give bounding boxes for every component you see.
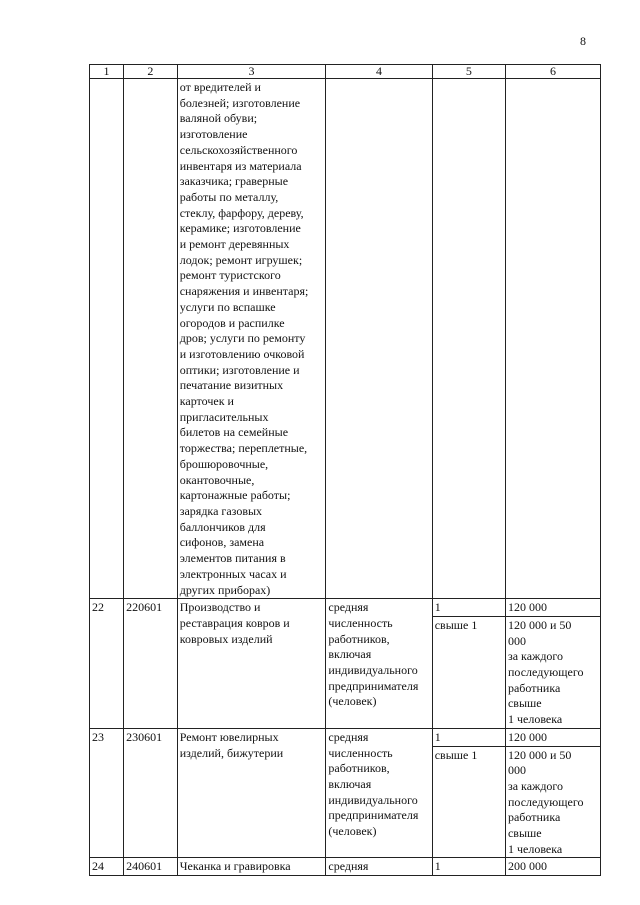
tariff-table <box>89 64 601 876</box>
activity-line: керамике; изготовление <box>179 221 301 236</box>
activity-line: сельскохозяйственного <box>179 142 298 157</box>
column-header: 2 <box>124 65 178 79</box>
column-header: 6 <box>505 65 600 79</box>
activity-line: инвентаря из материала <box>179 158 302 173</box>
activity-line: зарядка газовых <box>179 503 263 518</box>
value-line: 000 <box>507 633 526 648</box>
column-header: 3 <box>177 65 326 79</box>
activity-line: карточек и <box>179 394 234 409</box>
activity-cell <box>177 728 326 858</box>
activity-cell <box>177 599 326 729</box>
activity-line: стеклу, фарфору, дереву, <box>179 205 304 220</box>
activity-line: окантовочные, <box>179 472 255 487</box>
continuation-row <box>90 79 601 599</box>
indicator-line: предпринимателя <box>328 808 419 823</box>
indicator-line: включая <box>328 776 372 791</box>
table-row <box>90 858 601 876</box>
activity-line: других приборах) <box>179 582 271 597</box>
activity-cell <box>177 79 326 599</box>
value-line: 120 000 и 50 <box>507 747 572 762</box>
column-header: 4 <box>326 65 432 79</box>
column-number-row <box>90 65 601 79</box>
value-line: за каждого <box>507 649 564 664</box>
column-header: 5 <box>432 65 505 79</box>
value-line: последующего <box>507 794 584 809</box>
row-code: 240601 <box>124 858 178 876</box>
indicator-line: средняя <box>328 729 369 744</box>
row-number: 22 <box>90 599 124 729</box>
value-cell: 120 000 <box>505 728 600 746</box>
activity-line: огородов и распилке <box>179 315 285 330</box>
activity-line: валяной обуви; <box>179 111 258 126</box>
table-row <box>90 599 601 617</box>
value-line: работника <box>507 680 561 695</box>
row-code: 220601 <box>124 599 178 729</box>
activity-line: изготовление <box>179 127 248 142</box>
activity-line: билетов на семейные <box>179 425 289 440</box>
value-cell: 200 000 <box>505 858 600 876</box>
value-line: работника <box>507 810 561 825</box>
activity-line: печатание визитных <box>179 378 284 393</box>
indicator-line: работников, <box>328 761 390 776</box>
activity-line: торжества; переплетные, <box>179 441 308 456</box>
value-line: за каждого <box>507 778 564 793</box>
indicator-cell <box>326 599 432 729</box>
quantity-cell: свыше 1 <box>432 746 505 858</box>
value-line: 1 человека <box>507 841 563 856</box>
quantity-cell: 1 <box>432 728 505 746</box>
empty-cell <box>505 79 600 599</box>
indicator-line: (человек) <box>328 824 377 839</box>
indicator-line: индивидуального <box>328 792 418 807</box>
value-line: 1 человека <box>507 712 563 727</box>
page-number: 8 <box>580 34 586 48</box>
value-cell <box>505 746 600 858</box>
activity-line: дров; услуги по ремонту <box>179 331 306 346</box>
indicator-cell: средняя <box>326 858 432 876</box>
indicator-cell <box>326 728 432 858</box>
indicator-line: предпринимателя <box>328 678 419 693</box>
empty-cell <box>432 79 505 599</box>
activity-line: от вредителей и <box>179 80 261 94</box>
value-line: свыше <box>507 696 542 711</box>
activity-line: ковровых изделий <box>179 631 273 646</box>
value-line: 000 <box>507 763 526 778</box>
activity-line: Производство и <box>179 600 261 615</box>
activity-cell: Чеканка и гравировка <box>177 858 326 876</box>
activity-line: снаряжения и инвентаря; <box>179 284 309 299</box>
value-line: последующего <box>507 665 584 680</box>
activity-line: ремонт туристского <box>179 268 281 283</box>
activity-line: оптики; изготовление и <box>179 362 300 377</box>
empty-cell <box>124 79 178 599</box>
empty-cell <box>326 79 432 599</box>
row-number: 24 <box>90 858 124 876</box>
value-line: свыше <box>507 826 542 841</box>
activity-line: пригласительных <box>179 409 269 424</box>
activity-line: электронных часах и <box>179 566 287 581</box>
row-number: 23 <box>90 728 124 858</box>
row-code: 230601 <box>124 728 178 858</box>
column-header: 1 <box>90 65 124 79</box>
activity-line: картонажные работы; <box>179 488 291 503</box>
activity-line: изделий, бижутерии <box>179 745 284 760</box>
activity-line: и изготовлению очковой <box>179 346 305 361</box>
activity-line: реставрация ковров и <box>179 615 290 630</box>
indicator-line: численность <box>328 745 393 760</box>
activity-line: сифонов, замена <box>179 535 265 550</box>
indicator-line: численность <box>328 615 393 630</box>
quantity-cell: 1 <box>432 599 505 617</box>
activity-line: брошюровочные, <box>179 456 269 471</box>
quantity-cell: свыше 1 <box>432 616 505 728</box>
activity-line: заказчика; граверные <box>179 174 289 189</box>
activity-line: и ремонт деревянных <box>179 237 290 252</box>
indicator-line: (человек) <box>328 694 377 709</box>
indicator-line: индивидуального <box>328 663 418 678</box>
activity-line: болезней; изготовление <box>179 95 301 110</box>
empty-cell <box>90 79 124 599</box>
value-cell <box>505 616 600 728</box>
activity-line: услуги по вспашке <box>179 299 276 314</box>
value-cell: 120 000 <box>505 599 600 617</box>
indicator-line: включая <box>328 647 372 662</box>
table-row <box>90 728 601 746</box>
indicator-line: средняя <box>328 600 369 615</box>
activity-line: баллончиков для <box>179 519 266 534</box>
activity-line: лодок; ремонт игрушек; <box>179 252 303 267</box>
quantity-cell: 1 <box>432 858 505 876</box>
activity-line: Ремонт ювелирных <box>179 729 279 744</box>
indicator-line: работников, <box>328 631 390 646</box>
activity-line: работы по металлу, <box>179 189 279 204</box>
activity-line: элементов питания в <box>179 551 286 566</box>
value-line: 120 000 и 50 <box>507 617 572 632</box>
